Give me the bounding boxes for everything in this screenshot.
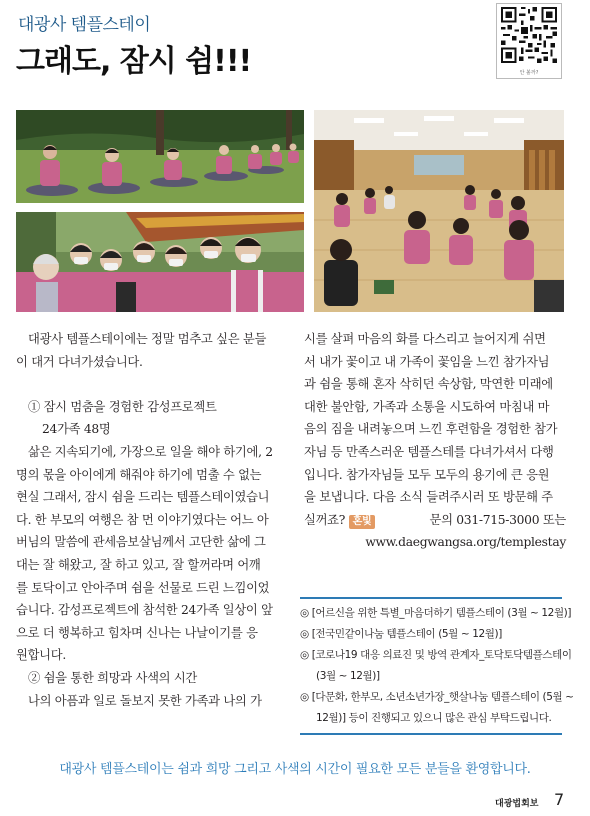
program-item-continued: 12월)] 등이 진행되고 있으니 많은 관심 부탁드립니다. [316, 712, 552, 724]
qr-caption: 안 볼까? [519, 70, 539, 76]
bullet-icon: ◎ [300, 649, 309, 661]
page-title: 그래도, 잠시 쉼!!! [16, 44, 252, 79]
program-item-continued: (3월 ~ 12월)] [316, 670, 380, 682]
section-heading: ① 잠시 멈춤을 경험한 감성프로젝트 [28, 399, 217, 414]
body-line: 나의 아픔과 일로 돌보지 못한 가족과 나의 가 [28, 693, 262, 708]
body-line: 현실 그래서, 잠시 쉼을 드리는 템플스테이였습니 [16, 490, 270, 505]
body-line: 으로 더 행복하고 힘차며 신나는 나날이기를 응 [16, 625, 258, 640]
body-line: 시를 살펴 마음의 화를 다스리고 늘어지게 쉬면 [304, 332, 546, 346]
indoor-hall-photo [314, 110, 564, 312]
body-line: 대는 잘 해왔고, 잘 하고 있고, 잘 할꺼라며 어깨 [16, 557, 261, 572]
body-line: 이 대거 다녀가셨습니다. [16, 354, 143, 369]
website-link[interactable]: www.daegwangsa.org/templestay [365, 535, 566, 550]
body-line: 삶은 지속되기에, 가장으로 일을 해야 하기에, 2 [28, 444, 273, 459]
body-line: 음의 짐을 내려놓으며 느낀 후련함을 경험한 참가 [304, 422, 558, 437]
closing-line [304, 509, 566, 532]
contact-text: 문의 031-715-3000 또는 [429, 512, 566, 527]
body-line: 입니다. 참가자님들 모두 모두의 용기에 큰 응원 [304, 467, 550, 482]
qr-code-icon [501, 7, 557, 63]
section-subheading: 24가족 48명 [42, 422, 111, 437]
left-text-column [16, 328, 294, 712]
closing-text: 실꺼죠? [304, 512, 346, 527]
signature-stamp: 혼빛 [349, 515, 376, 529]
bullet-icon: ◎ [300, 691, 309, 703]
program-list [300, 597, 574, 735]
program-item: ◎ [전국민같이나눔 템플스테이 (5월 ~ 12월)] [300, 628, 502, 640]
body-line: 대한 불안함, 가족과 소통을 시도하여 마침내 마 [304, 399, 550, 414]
right-text-column [304, 328, 566, 554]
body-line: 습니다. 감성프로젝트에 참석한 24가족 일상이 앞 [16, 603, 273, 618]
body-line: 과 쉼을 통해 혼자 삭히던 속상함, 막연한 미래에 [304, 377, 553, 392]
body-line: 를 토닥이고 안아주며 쉼을 선물로 드린 느낌이었 [16, 580, 270, 595]
page-number: 7 [554, 790, 565, 809]
meditation-lawn-photo [16, 110, 304, 203]
group-selfie-photo [16, 212, 304, 312]
program-item: ◎ [어르신을 위한 특별_마음더하기 템플스테이 (3월 ~ 12월)] [300, 607, 572, 619]
body-line: 다. 한 부모의 여행은 참 먼 이야기였다는 어느 아 [16, 512, 269, 527]
body-line: 명의 몫을 아이에게 해줘야 하기에 멈출 수 없는 [16, 467, 262, 482]
body-line: 대광사 템플스테이에는 정말 멈추고 싶은 분들 [28, 332, 267, 346]
body-line: 자님 등 만족스러운 템플스테를 다녀가셔서 다행 [304, 444, 554, 459]
section-heading: ② 쉼을 통한 희망과 사색의 시간 [28, 670, 197, 685]
body-line: 을 보냅니다. 다음 소식 들려주시러 또 방문해 주 [304, 490, 553, 505]
body-line [16, 373, 294, 396]
body-line: 서 내가 꽃이고 내 가족이 꽃임을 느낀 참가자님 [304, 354, 550, 369]
bullet-icon: ◎ [300, 628, 309, 640]
publication-name: 대광법회보 [495, 799, 539, 809]
body-line: 원합니다. [16, 648, 66, 663]
qr-code[interactable] [496, 3, 562, 79]
program-item: ◎ [코로나19 대응 의료진 및 방역 관계자_토닥토닥템플스테이 [300, 649, 572, 661]
page-subtitle: 대광사 템플스테이 [18, 15, 151, 35]
program-item: ◎ [다문화, 한부모, 소년소년가장_햇살나눔 템플스테이 (5월 ~ [300, 691, 574, 703]
body-line: 버님의 말씀에 관세음보살님께서 고단한 삶에 그 [16, 535, 266, 550]
welcome-message: 대광사 템플스테이는 쉼과 희망 그리고 사색의 시간이 필요한 모든 분들을 환영합니다. [59, 762, 531, 777]
bullet-icon: ◎ [300, 607, 309, 619]
